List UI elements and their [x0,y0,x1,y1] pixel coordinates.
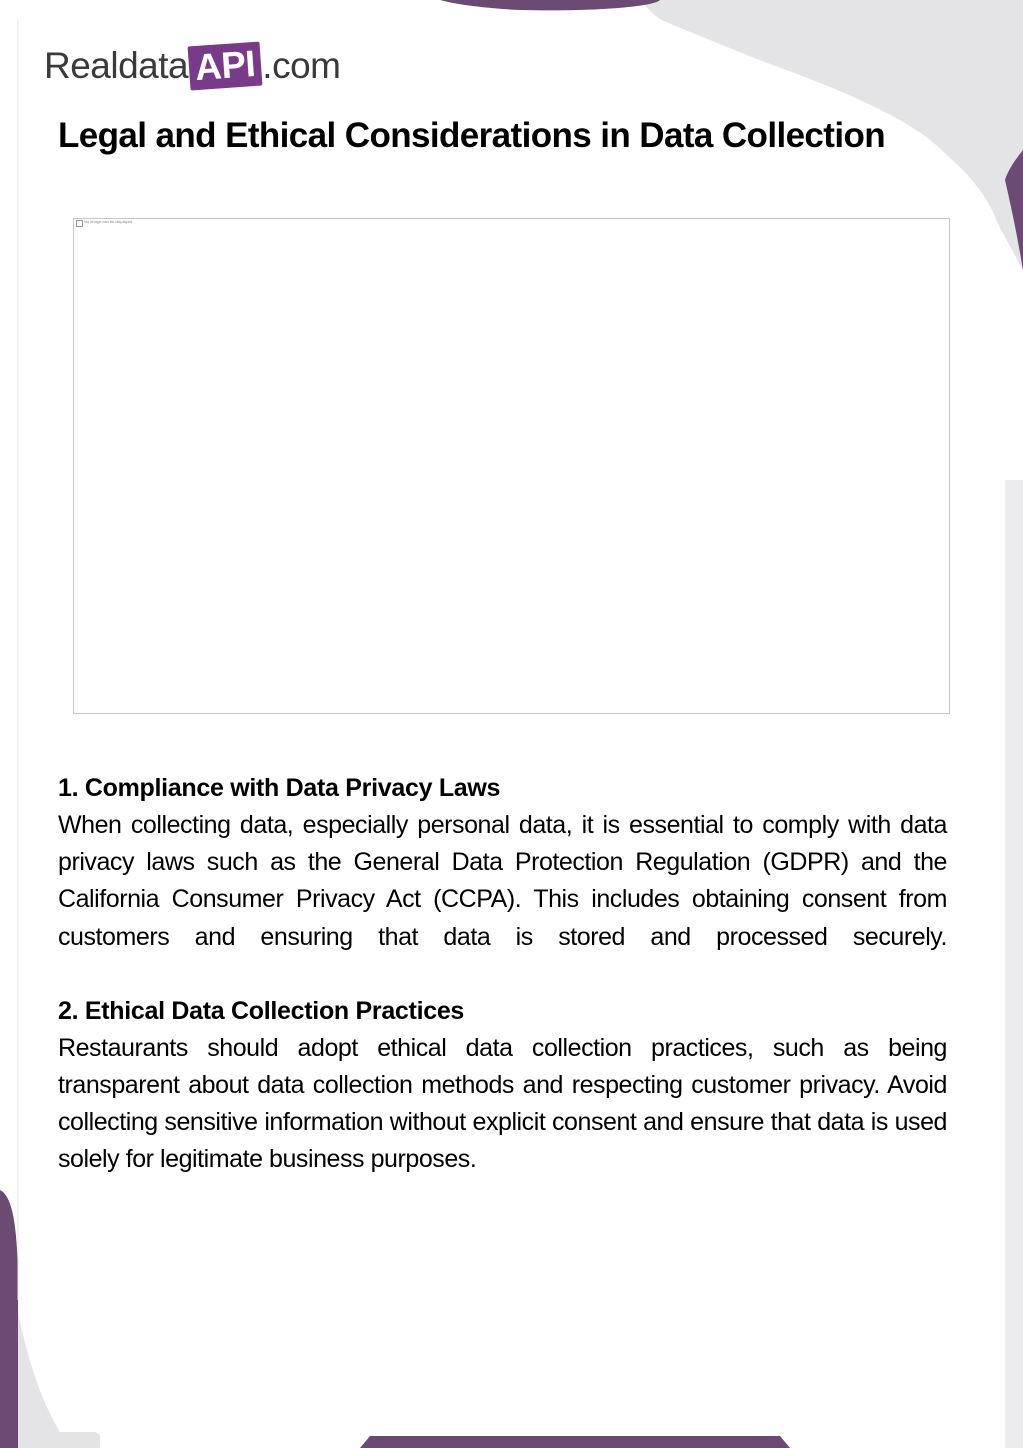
broken-image-placeholder [73,218,950,714]
broken-image-icon [76,220,83,227]
section-heading: 1. Compliance with Data Privacy Laws [58,774,501,802]
document-body [58,770,947,1216]
page-title: Legal and Ethical Considerations in Data Collection [58,116,886,155]
logo-badge: API [188,42,263,91]
section-body: Restaurants should adopt ethical data collection practices, such as being transparent about data collection methods and respecting customer privacy. Avoid collecting sensitive information without explicit consent and ensure that data is used solely for legitimate business purposes. [58,1033,947,1174]
logo-prefix: Realdata [44,45,189,86]
logo-suffix: .com [262,45,341,86]
section-body: When collecting data, especially personal data, it is essential to comply with data privacy laws such as the General Data Protection Regulation (GDPR) and the California Consumer Privacy Act (CCPA). This includes obtaining consent from customers and ensuring that data is stored and processed securely. [58,811,947,951]
section-heading: 2. Ethical Data Collection Practices [58,996,465,1025]
section-compliance [58,770,947,956]
brand-logo[interactable] [44,38,340,94]
image-alt-text: No image can be displayed [84,219,133,224]
section-ethical-practices [58,993,947,1179]
